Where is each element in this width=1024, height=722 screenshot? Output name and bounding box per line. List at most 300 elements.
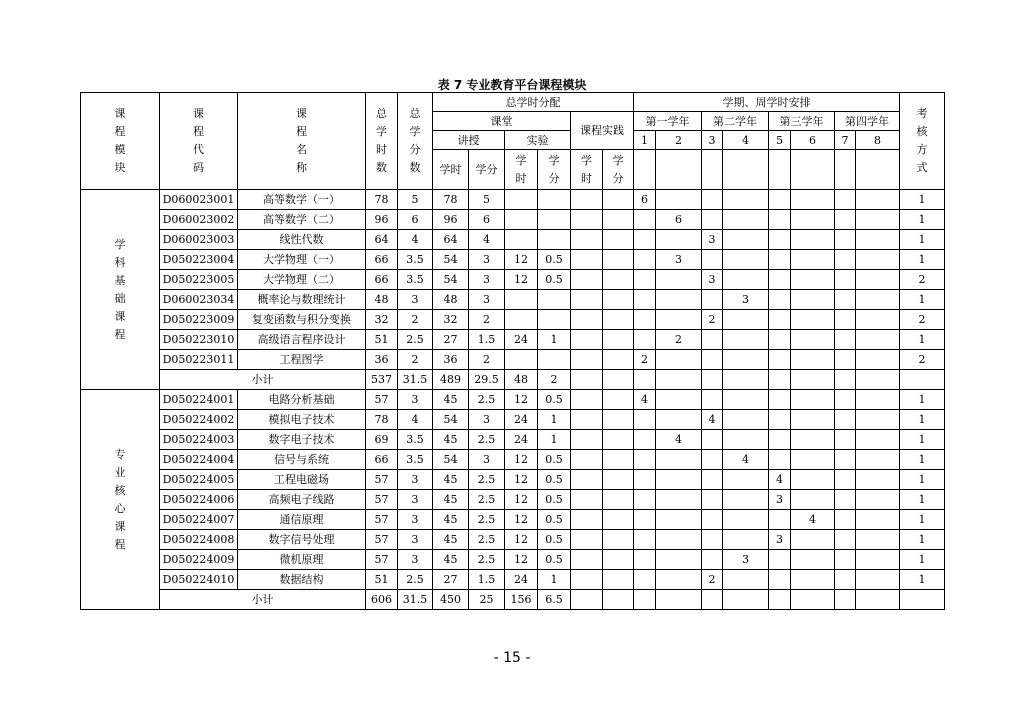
- table-cell: [538, 190, 571, 210]
- table-cell: [656, 390, 702, 410]
- table-cell: D060023003: [160, 230, 238, 250]
- table-cell: 1: [900, 450, 945, 470]
- table-cell: [723, 490, 769, 510]
- table-cell: 微机原理: [238, 550, 366, 570]
- table-cell: [656, 290, 702, 310]
- table-cell: D060023034: [160, 290, 238, 310]
- table-cell: [769, 430, 791, 450]
- table-cell: D050224003: [160, 430, 238, 450]
- table-cell: [723, 230, 769, 250]
- table-cell: [856, 430, 900, 450]
- table-cell: 1: [900, 510, 945, 530]
- table-cell: 12: [505, 250, 538, 270]
- table-cell: 4: [634, 390, 656, 410]
- table-cell: 45: [433, 550, 469, 570]
- table-cell: [769, 550, 791, 570]
- subtotal-cell: [900, 590, 945, 610]
- table-cell: 3: [469, 410, 505, 430]
- table-cell: 1: [900, 490, 945, 510]
- header-hour-distribution: 总学时分配: [433, 93, 634, 112]
- table-cell: 6: [656, 210, 702, 230]
- table-cell: [791, 450, 835, 470]
- table-cell: 24: [505, 570, 538, 590]
- table-cell: 12: [505, 270, 538, 290]
- table-cell: 2: [702, 310, 723, 330]
- table-cell: [791, 230, 835, 250]
- table-cell: 0.5: [538, 250, 571, 270]
- table-row: [81, 470, 945, 490]
- table-cell: 2: [900, 270, 945, 290]
- table-cell: [769, 570, 791, 590]
- table-cell: [603, 390, 634, 410]
- subtotal-cell: [769, 370, 791, 390]
- header-lecture-credits: 学分: [469, 150, 505, 190]
- table-cell: [634, 550, 656, 570]
- subtotal-row: [81, 370, 945, 390]
- subtotal-cell: [835, 370, 856, 390]
- table-cell: [835, 190, 856, 210]
- table-cell: [538, 350, 571, 370]
- table-cell: [856, 450, 900, 470]
- table-cell: 1: [900, 210, 945, 230]
- course-module-table: [80, 92, 945, 610]
- table-cell: D050224005: [160, 470, 238, 490]
- table-cell: [702, 490, 723, 510]
- empty-cell: [634, 150, 656, 190]
- table-cell: [723, 210, 769, 230]
- table-cell: 3: [398, 510, 433, 530]
- table-cell: [835, 430, 856, 450]
- table-cell: 3: [656, 250, 702, 270]
- table-cell: [769, 270, 791, 290]
- table-cell: 2.5: [469, 470, 505, 490]
- table-cell: [603, 290, 634, 310]
- table-cell: 模拟电子技术: [238, 410, 366, 430]
- subtotal-cell: [634, 590, 656, 610]
- table-cell: 1: [900, 250, 945, 270]
- table-cell: 64: [433, 230, 469, 250]
- table-cell: [702, 550, 723, 570]
- table-cell: [835, 250, 856, 270]
- table-cell: [571, 250, 603, 270]
- table-cell: [835, 310, 856, 330]
- table-cell: 4: [769, 470, 791, 490]
- table-cell: [791, 350, 835, 370]
- header-practice: 课程实践: [571, 112, 634, 150]
- table-cell: [656, 570, 702, 590]
- table-cell: [835, 470, 856, 490]
- subtotal-cell: 31.5: [398, 590, 433, 610]
- table-cell: 0.5: [538, 470, 571, 490]
- table-cell: 1.5: [469, 570, 505, 590]
- table-cell: [634, 450, 656, 470]
- table-cell: 78: [366, 190, 398, 210]
- table-cell: 高等数学（一）: [238, 190, 366, 210]
- table-cell: [791, 430, 835, 450]
- table-cell: D050224007: [160, 510, 238, 530]
- table-cell: 线性代数: [238, 230, 366, 250]
- table-cell: 12: [505, 470, 538, 490]
- table-cell: [769, 250, 791, 270]
- empty-cell: [769, 150, 791, 190]
- table-cell: [603, 570, 634, 590]
- table-cell: [656, 550, 702, 570]
- table-cell: 2.5: [469, 490, 505, 510]
- table-cell: 3: [398, 290, 433, 310]
- table-cell: [791, 530, 835, 550]
- table-cell: [856, 570, 900, 590]
- subtotal-cell: [856, 370, 900, 390]
- table-cell: [856, 550, 900, 570]
- subtotal-cell: [656, 590, 702, 610]
- table-cell: [723, 410, 769, 430]
- table-cell: [656, 350, 702, 370]
- table-cell: 2.5: [469, 550, 505, 570]
- table-cell: [571, 190, 603, 210]
- table-cell: 78: [366, 410, 398, 430]
- table-cell: [571, 290, 603, 310]
- table-cell: 45: [433, 530, 469, 550]
- table-cell: 2: [469, 350, 505, 370]
- empty-cell: [723, 150, 769, 190]
- table-cell: [571, 530, 603, 550]
- header-module: 课程模块: [81, 93, 160, 190]
- table-cell: D050224002: [160, 410, 238, 430]
- table-cell: [856, 490, 900, 510]
- table-cell: D050223004: [160, 250, 238, 270]
- table-cell: 4: [398, 410, 433, 430]
- table-cell: [603, 450, 634, 470]
- table-cell: 2.5: [469, 390, 505, 410]
- header-term-2: 2: [656, 131, 702, 150]
- subtotal-row: [81, 590, 945, 610]
- table-cell: 48: [433, 290, 469, 310]
- header-term-5: 5: [769, 131, 791, 150]
- table-cell: 96: [366, 210, 398, 230]
- table-row: [81, 510, 945, 530]
- table-cell: [769, 390, 791, 410]
- table-cell: 24: [505, 430, 538, 450]
- table-cell: 2: [656, 330, 702, 350]
- table-cell: 57: [366, 490, 398, 510]
- subtotal-cell: 606: [366, 590, 398, 610]
- table-cell: 57: [366, 390, 398, 410]
- table-cell: [769, 210, 791, 230]
- table-row: [81, 410, 945, 430]
- table-row: [81, 190, 945, 210]
- table-cell: 57: [366, 470, 398, 490]
- table-cell: 3.5: [398, 270, 433, 290]
- header-term-6: 6: [791, 131, 835, 150]
- table-cell: [835, 390, 856, 410]
- table-cell: 54: [433, 450, 469, 470]
- header-practice-credits: 学分: [603, 150, 634, 190]
- table-cell: [603, 270, 634, 290]
- table-row: [81, 530, 945, 550]
- table-cell: 1: [900, 230, 945, 250]
- table-cell: 3.5: [398, 430, 433, 450]
- table-cell: [571, 510, 603, 530]
- table-cell: [634, 530, 656, 550]
- table-cell: [656, 490, 702, 510]
- table-cell: 12: [505, 490, 538, 510]
- subtotal-cell: [634, 370, 656, 390]
- table-cell: [603, 250, 634, 270]
- subtotal-cell: [702, 370, 723, 390]
- table-cell: [835, 530, 856, 550]
- table-cell: [856, 310, 900, 330]
- table-cell: 3: [769, 490, 791, 510]
- table-cell: 数字电子技术: [238, 430, 366, 450]
- table-cell: 数据结构: [238, 570, 366, 590]
- table-cell: D050224009: [160, 550, 238, 570]
- table-cell: [791, 550, 835, 570]
- table-cell: 12: [505, 530, 538, 550]
- table-row: [81, 430, 945, 450]
- table-cell: [835, 410, 856, 430]
- table-cell: 3: [398, 490, 433, 510]
- table-cell: [702, 470, 723, 490]
- header-practice-hours: 学时: [571, 150, 603, 190]
- table-cell: 0.5: [538, 390, 571, 410]
- table-cell: [634, 210, 656, 230]
- table-cell: [791, 570, 835, 590]
- module-name: 学科基础课程: [81, 190, 160, 390]
- table-cell: [656, 190, 702, 210]
- empty-cell: [856, 150, 900, 190]
- table-cell: 0.5: [538, 530, 571, 550]
- subtotal-cell: [571, 590, 603, 610]
- table-cell: [634, 470, 656, 490]
- table-cell: [791, 390, 835, 410]
- table-cell: 12: [505, 510, 538, 530]
- table-cell: 1: [900, 570, 945, 590]
- subtotal-cell: 25: [469, 590, 505, 610]
- table-cell: [723, 570, 769, 590]
- table-cell: 3: [469, 290, 505, 310]
- subtotal-cell: [900, 370, 945, 390]
- table-cell: 3: [702, 230, 723, 250]
- table-cell: [634, 310, 656, 330]
- subtotal-cell: 48: [505, 370, 538, 390]
- table-cell: 信号与系统: [238, 450, 366, 470]
- table-cell: 3: [723, 550, 769, 570]
- table-row: [81, 450, 945, 470]
- table-cell: [571, 210, 603, 230]
- table-cell: [791, 190, 835, 210]
- table-cell: [835, 210, 856, 230]
- table-cell: [835, 450, 856, 470]
- table-cell: 6: [634, 190, 656, 210]
- table-cell: [571, 270, 603, 290]
- table-cell: [856, 290, 900, 310]
- table-cell: 12: [505, 450, 538, 470]
- header-year-3: 第三学年: [769, 112, 835, 131]
- table-cell: 3: [398, 550, 433, 570]
- table-cell: [505, 210, 538, 230]
- table-cell: 66: [366, 270, 398, 290]
- table-row: [81, 550, 945, 570]
- table-cell: D050224010: [160, 570, 238, 590]
- table-cell: [856, 530, 900, 550]
- table-cell: 1: [538, 570, 571, 590]
- subtotal-cell: 450: [433, 590, 469, 610]
- table-cell: [769, 510, 791, 530]
- table-cell: 66: [366, 250, 398, 270]
- subtotal-cell: [656, 370, 702, 390]
- table-cell: 概率论与数理统计: [238, 290, 366, 310]
- table-cell: 57: [366, 530, 398, 550]
- table-cell: 4: [656, 430, 702, 450]
- table-cell: 36: [433, 350, 469, 370]
- table-cell: 1: [900, 390, 945, 410]
- table-caption: 表 7 专业教育平台课程模块: [437, 78, 587, 92]
- table-cell: 0.5: [538, 270, 571, 290]
- table-cell: 3.5: [398, 250, 433, 270]
- table-cell: 24: [505, 330, 538, 350]
- table-cell: [603, 550, 634, 570]
- empty-cell: [656, 150, 702, 190]
- table-row: [81, 210, 945, 230]
- table-cell: [856, 410, 900, 430]
- table-cell: [505, 310, 538, 330]
- table-row: [81, 290, 945, 310]
- empty-cell: [835, 150, 856, 190]
- table-cell: [769, 310, 791, 330]
- table-cell: [634, 330, 656, 350]
- table-cell: 3: [398, 390, 433, 410]
- table-cell: [723, 330, 769, 350]
- page-number: - 15 -: [493, 650, 531, 666]
- table-row: [81, 570, 945, 590]
- table-cell: 4: [791, 510, 835, 530]
- table-cell: [603, 190, 634, 210]
- table-cell: [571, 550, 603, 570]
- table-cell: 1: [900, 470, 945, 490]
- table-cell: D050224001: [160, 390, 238, 410]
- table-cell: [702, 190, 723, 210]
- table-cell: [769, 190, 791, 210]
- table-cell: 2: [900, 310, 945, 330]
- table-cell: 0.5: [538, 450, 571, 470]
- table-cell: [791, 250, 835, 270]
- table-cell: 5: [469, 190, 505, 210]
- table-cell: 3: [398, 530, 433, 550]
- table-cell: [835, 510, 856, 530]
- table-cell: 工程电磁场: [238, 470, 366, 490]
- table-cell: 2: [634, 350, 656, 370]
- subtotal-cell: 29.5: [469, 370, 505, 390]
- table-cell: 45: [433, 510, 469, 530]
- table-cell: [571, 310, 603, 330]
- table-cell: 5: [398, 190, 433, 210]
- table-cell: 4: [398, 230, 433, 250]
- header-year-1: 第一学年: [634, 112, 702, 131]
- table-cell: [634, 570, 656, 590]
- table-cell: [702, 450, 723, 470]
- table-cell: 1: [538, 430, 571, 450]
- table-cell: 4: [702, 410, 723, 430]
- table-cell: 96: [433, 210, 469, 230]
- table-row: [81, 250, 945, 270]
- table-cell: [791, 310, 835, 330]
- header-term-7: 7: [835, 131, 856, 150]
- subtotal-cell: 6.5: [538, 590, 571, 610]
- header-schedule: 学期、周学时安排: [634, 93, 900, 112]
- table-cell: 3: [469, 250, 505, 270]
- table-cell: [723, 470, 769, 490]
- table-cell: [603, 430, 634, 450]
- table-cell: D050224006: [160, 490, 238, 510]
- table-cell: D050223009: [160, 310, 238, 330]
- table-cell: [769, 350, 791, 370]
- table-cell: [634, 290, 656, 310]
- table-cell: D050223010: [160, 330, 238, 350]
- table-cell: [603, 530, 634, 550]
- table-cell: 1: [900, 290, 945, 310]
- table-cell: 27: [433, 570, 469, 590]
- table-cell: [723, 190, 769, 210]
- table-cell: [538, 290, 571, 310]
- table-cell: 通信原理: [238, 510, 366, 530]
- table-cell: [702, 290, 723, 310]
- header-row-1: [81, 93, 945, 112]
- table-cell: 45: [433, 390, 469, 410]
- table-cell: [835, 330, 856, 350]
- table-row: [81, 330, 945, 350]
- table-cell: [835, 270, 856, 290]
- table-cell: [769, 330, 791, 350]
- table-cell: 3: [723, 290, 769, 310]
- table-cell: 54: [433, 250, 469, 270]
- table-cell: 电路分析基础: [238, 390, 366, 410]
- table-cell: [723, 530, 769, 550]
- table-cell: 24: [505, 410, 538, 430]
- subtotal-cell: 31.5: [398, 370, 433, 390]
- subtotal-cell: [603, 590, 634, 610]
- table-cell: 32: [366, 310, 398, 330]
- table-cell: 2.5: [398, 330, 433, 350]
- table-cell: 高等数学（二）: [238, 210, 366, 230]
- table-cell: [603, 330, 634, 350]
- table-cell: [723, 270, 769, 290]
- header-lecture: 讲授: [433, 131, 505, 150]
- table-cell: 1.5: [469, 330, 505, 350]
- table-cell: [603, 210, 634, 230]
- table-cell: [791, 270, 835, 290]
- table-cell: [791, 330, 835, 350]
- table-cell: 32: [433, 310, 469, 330]
- table-cell: [656, 530, 702, 550]
- table-cell: 36: [366, 350, 398, 370]
- table-cell: [856, 210, 900, 230]
- table-cell: 1: [900, 410, 945, 430]
- table-cell: 54: [433, 410, 469, 430]
- table-cell: 2: [398, 350, 433, 370]
- table-cell: [856, 390, 900, 410]
- subtotal-cell: 2: [538, 370, 571, 390]
- header-classroom: 课堂: [433, 112, 571, 131]
- subtotal-cell: [791, 370, 835, 390]
- table-row: [81, 230, 945, 250]
- subtotal-cell: [702, 590, 723, 610]
- table-cell: 2: [469, 310, 505, 330]
- header-term-3: 3: [702, 131, 723, 150]
- table-row: [81, 490, 945, 510]
- table-cell: 57: [366, 550, 398, 570]
- table-cell: 2.5: [469, 530, 505, 550]
- empty-cell: [702, 150, 723, 190]
